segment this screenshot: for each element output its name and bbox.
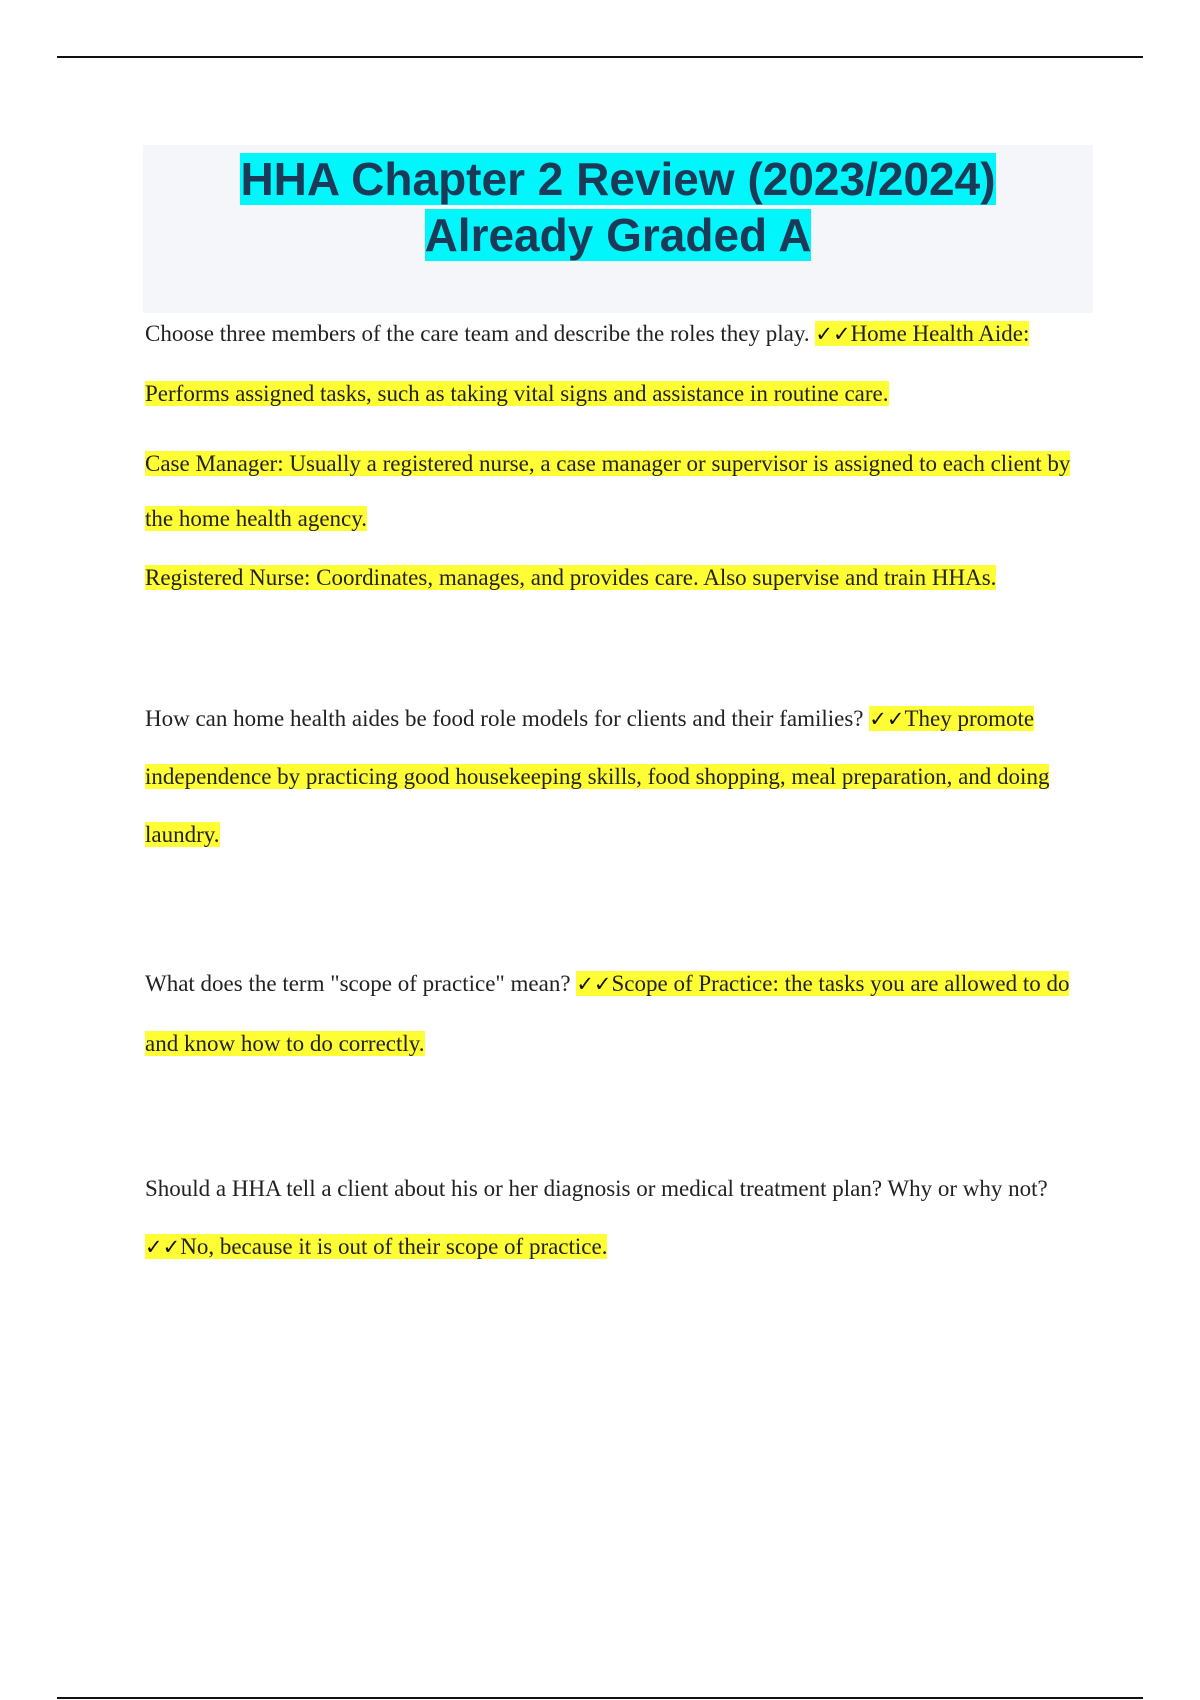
answer-1-part-3-text: Registered Nurse: Coordinates, manages, and provides care. Also supervise and train HHAs. <box>145 565 997 590</box>
double-check-icon: ✓✓ <box>869 707 905 731</box>
answer-1-part-2-text: Case Manager: Usually a registered nurse, a case manager or supervisor is assigned to each client by the home health agency. <box>145 451 1071 531</box>
answer-2: ✓✓They promote independence by practicing good housekeeping skills, food shopping, meal preparation, and doing laundry. <box>145 706 1050 847</box>
title-block <box>143 145 1093 313</box>
answer-4: ✓✓No, because it is out of their scope of practice. <box>145 1234 608 1259</box>
qa-content <box>145 304 1095 1276</box>
double-check-icon: ✓✓ <box>815 322 851 346</box>
answer-3: ✓✓Scope of Practice: the tasks you are allowed to do and know how to do correctly. <box>145 971 1070 1056</box>
qa-item-2 <box>145 690 1095 864</box>
answer-1-part-1: ✓✓Home Health Aide: Performs assigned tasks, such as taking vital signs and assistance in routine care. <box>145 321 1030 406</box>
double-check-icon: ✓✓ <box>576 972 612 996</box>
top-rule <box>57 56 1143 58</box>
title-line-1: HHA Chapter 2 Review (2023/2024) <box>240 153 996 205</box>
qa-item-3 <box>145 954 1095 1074</box>
document-title <box>143 145 1093 263</box>
question-2: How can home health aides be food role models for clients and their families? <box>145 706 864 731</box>
answer-1-part-3 <box>145 558 1095 598</box>
question-4: Should a HHA tell a client about his or her diagnosis or medical treatment plan? Why or why not? <box>145 1176 1048 1201</box>
question-1: Choose three members of the care team and describe the roles they play. <box>145 321 810 346</box>
question-3: What does the term "scope of practice" mean? <box>145 971 571 996</box>
qa-item-4 <box>145 1160 1095 1276</box>
double-check-icon: ✓✓ <box>145 1235 181 1259</box>
title-line-2: Already Graded A <box>424 209 812 261</box>
answer-1-part-2 <box>145 436 1095 546</box>
bottom-rule <box>57 1697 1143 1699</box>
qa-item-1 <box>145 304 1095 424</box>
